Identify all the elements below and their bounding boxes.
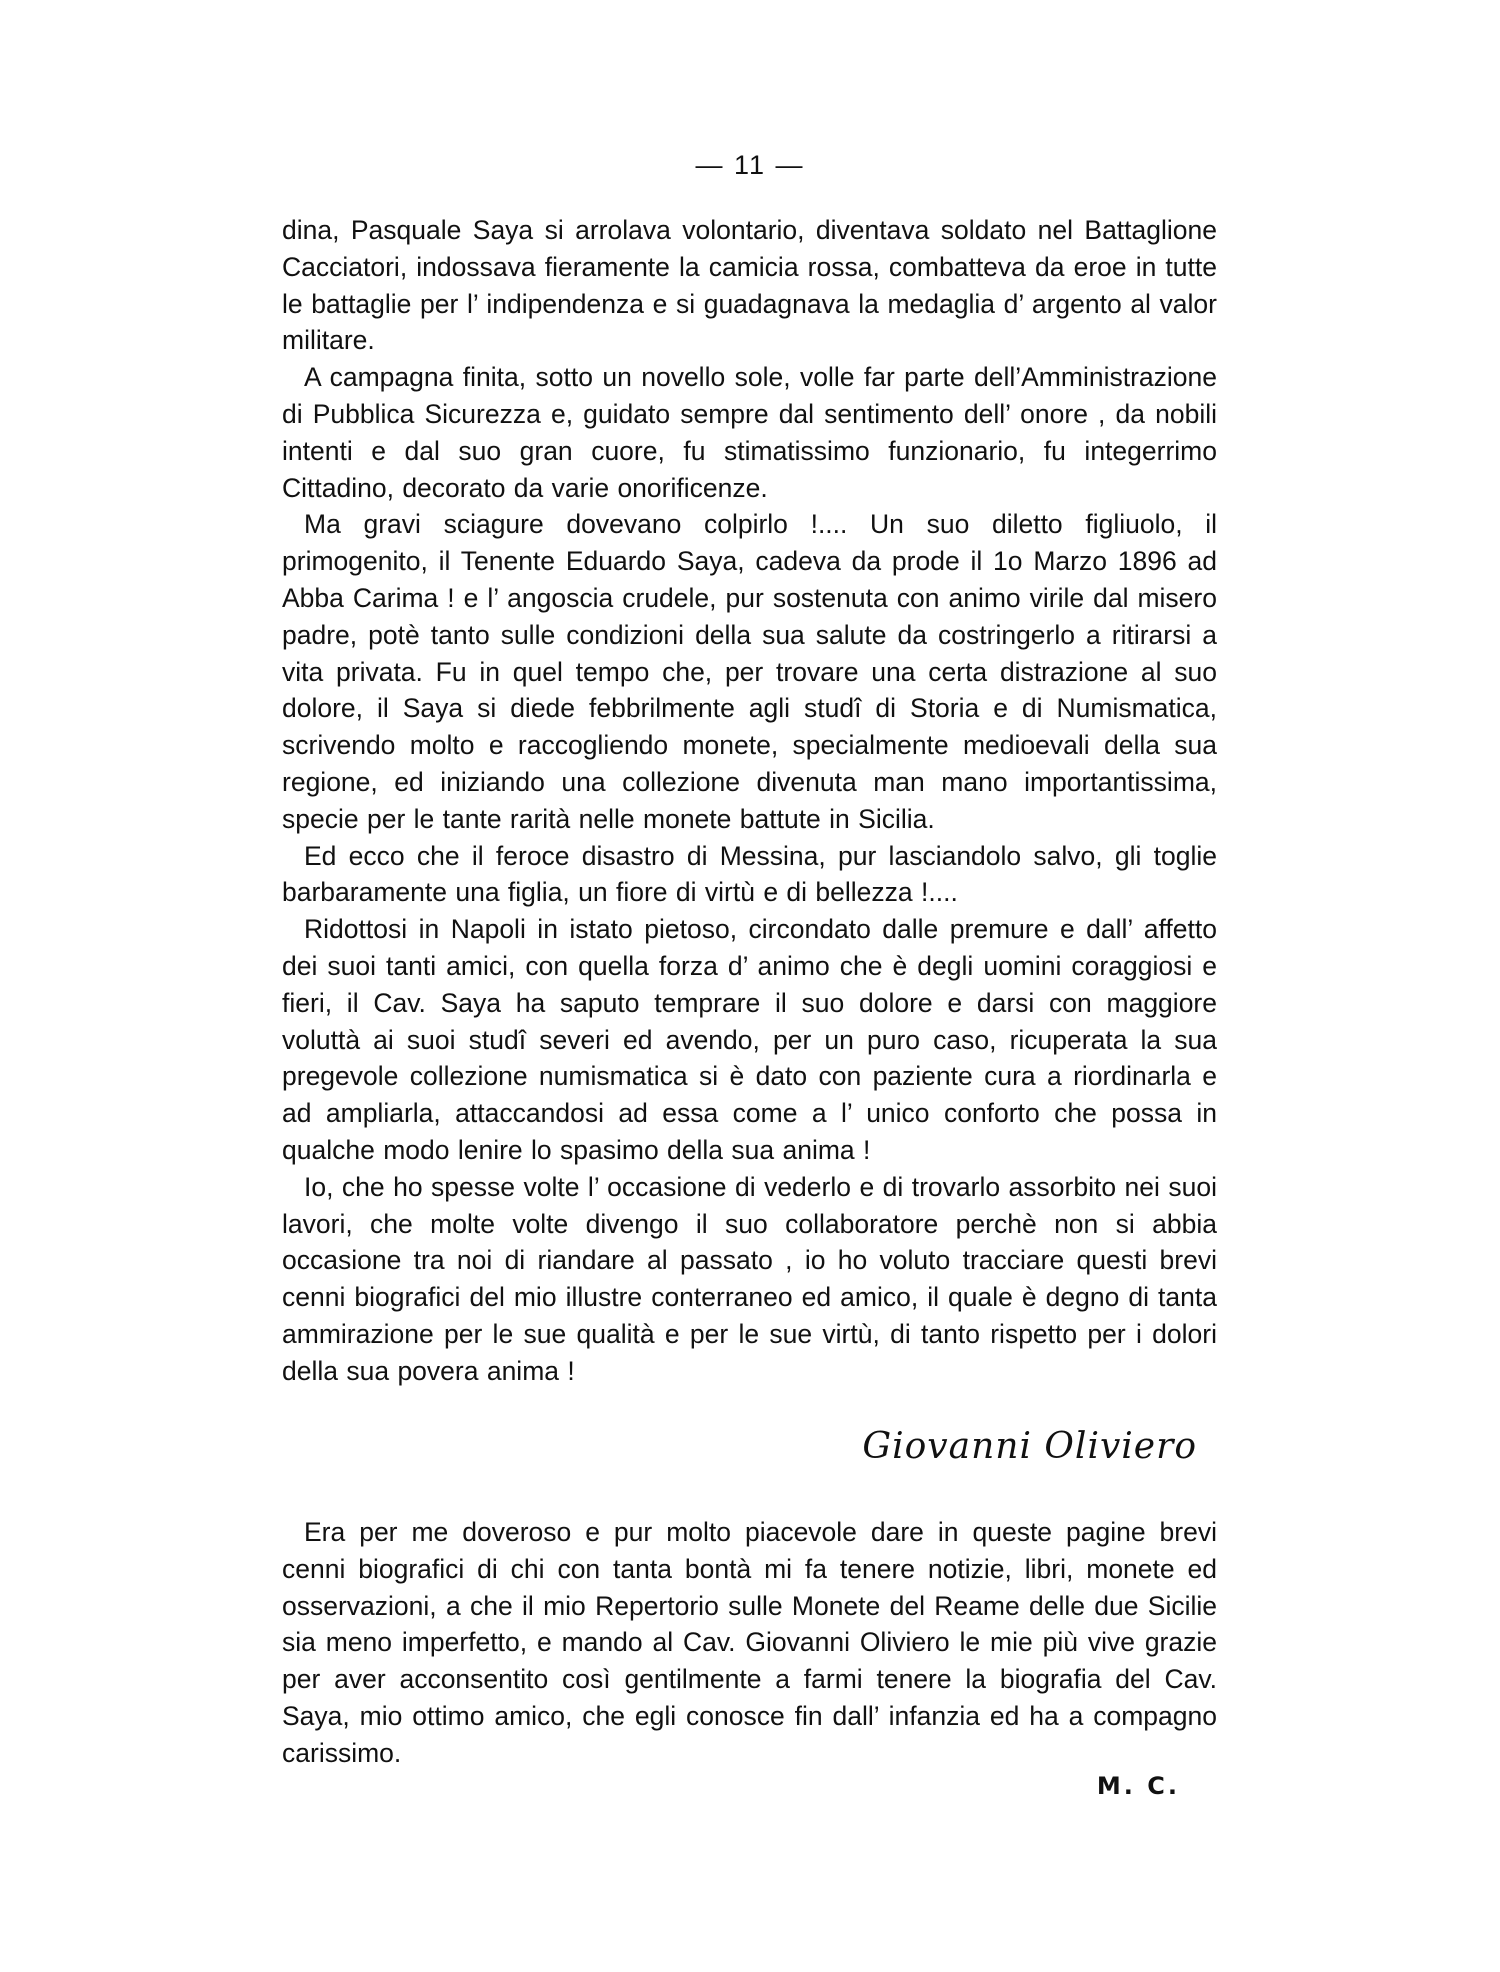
closing-initials: M. C. [1096,1772,1180,1800]
paragraph: Io, che ho spesse volte l’ occasione di vederlo e di trovarlo assorbito nei suoi lavori, che molte volte divengo il suo collaboratore perchè non si abbia occasione tra noi di riandare al passato , io ho voluto tracciare questi brevi cenni biografici del mio illustre conterraneo ed amico, il quale è degno di tanta ammirazione per le sue qualità e per le sue virtù, di tanto rispetto per i dolori della sua povera anima ! [282,1171,1217,1386]
closing-paragraph: Era per me doveroso e pur molto piacevole dare in queste pagine brevi cenni biografici di chi con tanta bontà mi fa tenere notizie, libri, monete ed osservazioni, a che il mio Repertorio sulle Monete del Reame delle due Sicilie sia meno imperfetto, e mando al Cav. Giovanni Oliviero le mie più vive grazie per aver acconsentito così gentilmente a farmi tenere la biografia del Cav. Saya, mio ottimo amico, che egli conosce fin dall’ infanzia ed ha a compagno carissimo. [282,1517,1217,1768]
main-text-block [282,212,1217,1390]
closing-text-block [282,1514,1217,1772]
page-number: — 11 — [695,150,805,180]
paragraph: Ridottosi in Napoli in istato pietoso, circondato dalle premure e dall’ affetto dei suoi tanti amici, con quella forza d’ animo che è degli uomini coraggiosi e fieri, il Cav. Saya ha saputo temprare il suo dolore e darsi con maggiore voluttà ai suoi studî severi ed avendo, per un puro caso, ricuperata la sua pregevole collezione numismatica si è dato con paziente cura a riordinarla e ad ampliarla, attaccandosi ad essa come a l’ unico conforto che possa in qualche modo lenire lo spasimo della sua anima ! [282,914,1217,1165]
paragraph: A campagna finita, sotto un novello sole, volle far parte dell’Amministrazione di Pubblica Sicurezza e, guidato sempre dal sentimento dell’ onore , da nobili intenti e dal suo gran cuore, fu stimatissimo funzionario, fu integerrimo Cittadino, decorato da varie onorificenze. [282,362,1217,503]
author-signature: Giovanni Oliviero [862,1426,1197,1467]
paragraph: Ed ecco che il feroce disastro di Messina, pur lasciandolo salvo, gli toglie barbaramente una figlia, un fiore di virtù e di bellezza !.... [282,840,1217,908]
paragraph: dina, Pasquale Saya si arrolava volontario, diventava soldato nel Battaglione Cacciatori, indossava fieramente la camicia rossa, combatteva da eroe in tutte le battaglie per l’ indipendenza e si guadagnava la medaglia d’ argento al valor militare. [282,215,1217,356]
paragraph: Ma gravi sciagure dovevano colpirlo !.... Un suo diletto figliuolo, il primogenito, il Tenente Eduardo Saya, cadeva da prode il 1o Marzo 1896 ad Abba Carima ! e l’ angoscia crudele, pur sostenuta con animo virile dal misero padre, potè tanto sulle condizioni della sua salute da costringerlo a ritirarsi a vita privata. Fu in quel tempo che, per trovare una certa distrazione al suo dolore, il Saya si diede febbrilmente agli studî di Storia e di Numismatica, scrivendo molto e raccogliendo monete, specialmente medioevali della sua regione, ed iniziando una collezione divenuta man mano importantissima, specie per le tante rarità nelle monete battute in Sicilia. [282,509,1217,834]
